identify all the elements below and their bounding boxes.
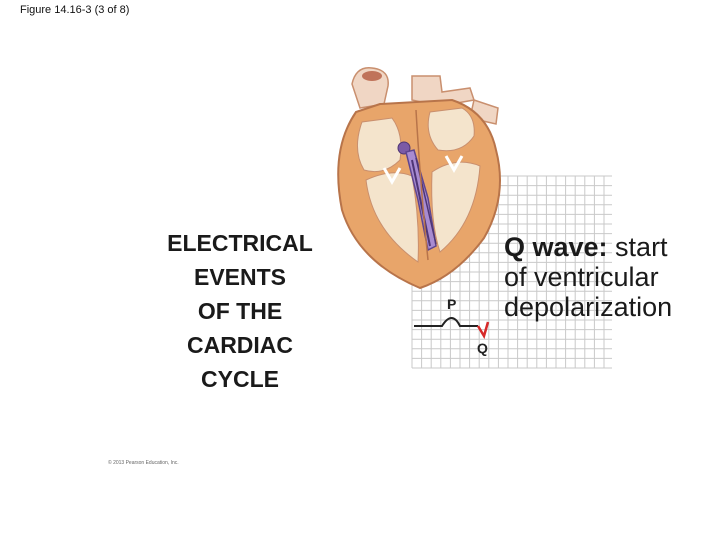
caption-term: Q wave:: [504, 232, 608, 262]
ecg-trace: [414, 318, 488, 336]
heart-illustration: [338, 68, 500, 288]
caption-line-1: [504, 232, 668, 262]
q-wave-caption: [504, 232, 714, 322]
caption-line-1-rest: start: [607, 232, 668, 262]
caption-line-3: depolarization: [504, 292, 673, 322]
q-wave-label: Q: [477, 340, 488, 356]
ecg-baseline-p-wave: [414, 318, 478, 326]
aorta-opening: [362, 71, 382, 81]
p-wave-label: P: [447, 296, 457, 312]
copyright-notice: © 2013 Pearson Education, Inc.: [108, 460, 179, 466]
right-atrium: [357, 118, 401, 172]
title-line-5: CYCLE: [201, 366, 279, 392]
title-line-3: OF THE: [197, 298, 283, 324]
title-line-4: CARDIAC: [186, 332, 294, 358]
caption-line-2: of ventricular: [504, 262, 659, 292]
title-line-1: ELECTRICAL: [167, 230, 313, 256]
figure-label: Figure 14.16-3 (3 of 8): [20, 4, 130, 16]
title-line-2: EVENTS: [193, 264, 287, 290]
